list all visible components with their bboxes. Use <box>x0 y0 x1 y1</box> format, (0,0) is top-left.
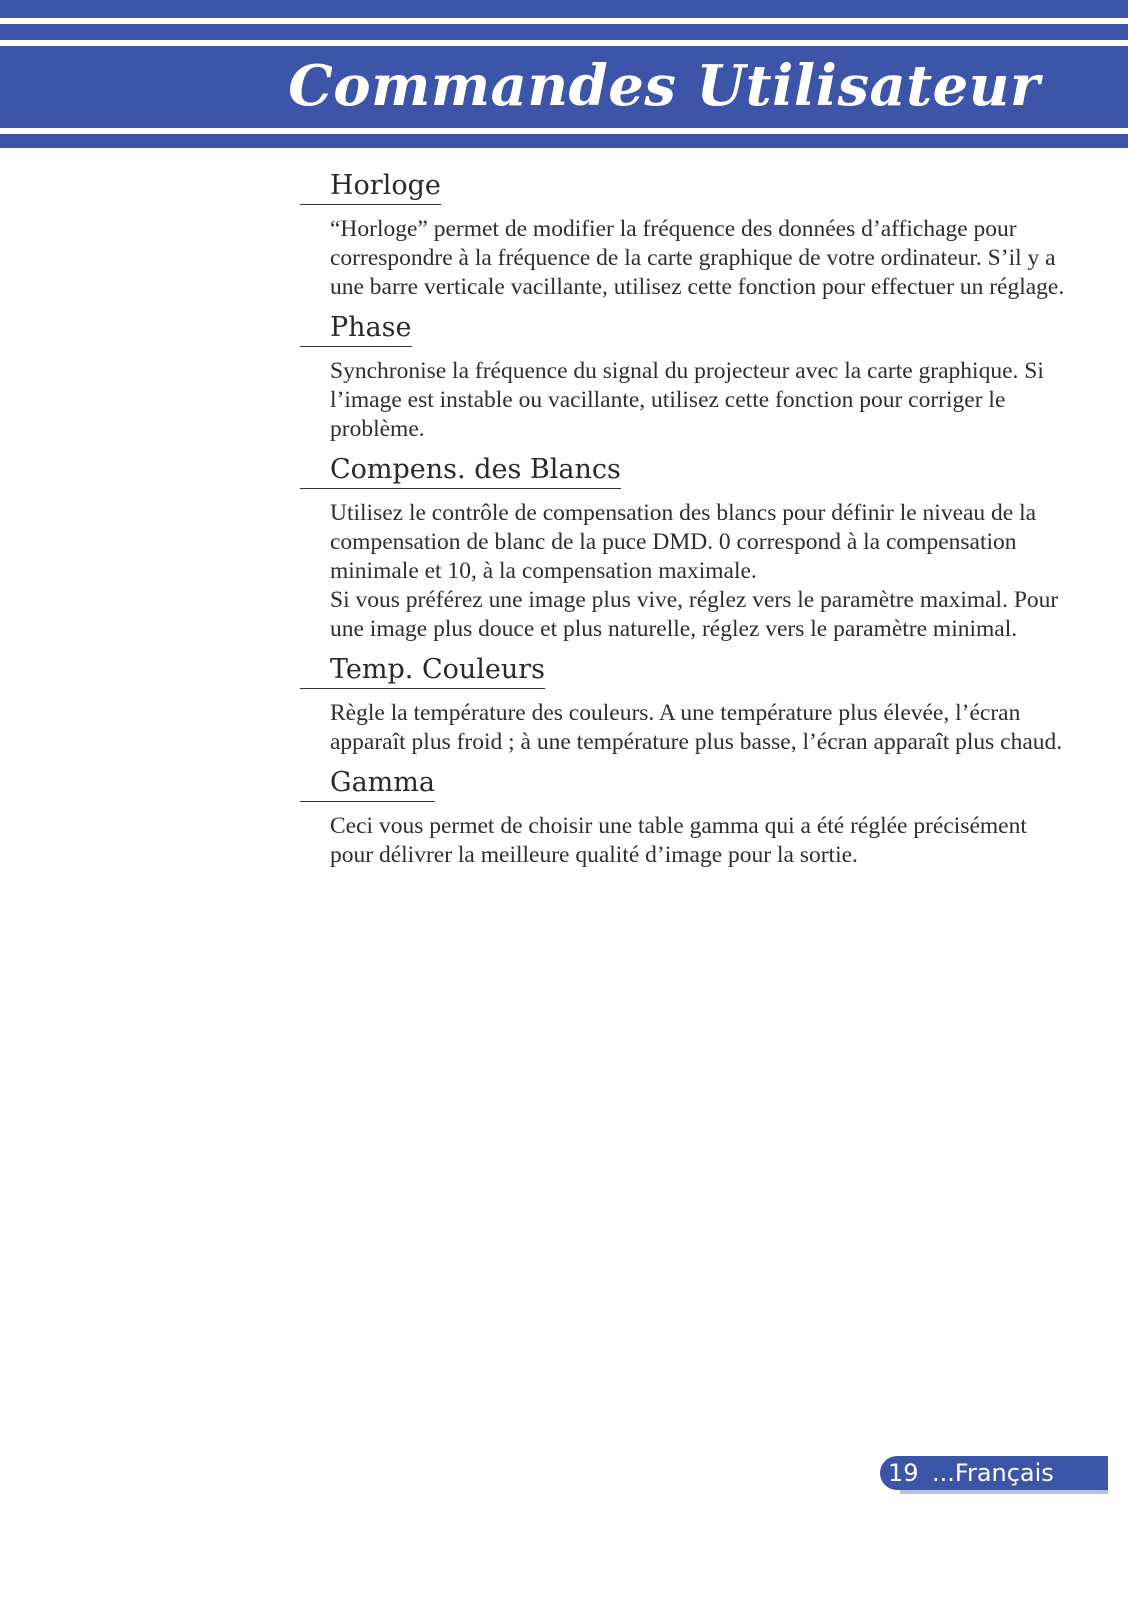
section-body <box>300 499 1070 644</box>
section-body <box>300 357 1070 444</box>
paragraph: Synchronise la fréquence du signal du projecteur avec la carte graphique. Si l’image est instable ou vacillante, utilisez cette fonction pour corriger le problème. <box>330 358 1044 442</box>
section-heading: Phase <box>300 310 412 347</box>
header-stripe-bottom <box>0 134 1128 148</box>
paragraph: Utilisez le contrôle de compensation des blancs pour définir le niveau de la compensation de blanc de la puce DMD. 0 correspond à la compensation minimale et 10, à la compensation maximale. <box>330 500 1037 584</box>
section-heading: Compens. des Blancs <box>300 452 621 489</box>
paragraph: Règle la température des couleurs. A une température plus élevée, l’écran apparaît plus froid ; à une température plus basse, l’écran apparaît plus chaud. <box>330 700 1063 755</box>
section-temp-couleurs <box>300 652 1070 757</box>
section-body <box>300 812 1070 870</box>
paragraph: Ceci vous permet de choisir une table gamma qui a été réglée précisément pour délivrer la meilleure qualité d’image pour la sortie. <box>330 813 1027 868</box>
section-body <box>300 699 1070 757</box>
section-compens-des-blancs <box>300 452 1070 644</box>
section-phase <box>300 310 1070 444</box>
section-horloge <box>300 168 1070 302</box>
section-heading: Horloge <box>300 168 441 205</box>
language-label: ...Français <box>932 1459 1054 1487</box>
header-stripe-top <box>0 0 1128 18</box>
section-heading: Gamma <box>300 765 435 802</box>
section-body <box>300 215 1070 302</box>
page-title: Commandes Utilisateur <box>288 53 1040 119</box>
section-heading: Temp. Couleurs <box>300 652 545 689</box>
header-stripe-upper <box>0 24 1128 40</box>
page-footer-tab <box>880 1456 1108 1490</box>
paragraph: Si vous préférez une image plus vive, réglez vers le paramètre maximal. Pour une image plus douce et plus naturelle, réglez vers le paramètre minimal. <box>330 587 1059 642</box>
footer-tab-shadow <box>900 1490 1108 1494</box>
paragraph: “Horloge” permet de modifier la fréquence des données d’affichage pour correspondre à la fréquence de la carte graphique de votre ordinateur. S’il y a une barre verticale vacillante, utilisez cette fonction pour effectuer un réglage. <box>330 216 1065 300</box>
page-number: 19 <box>888 1459 919 1487</box>
document-content <box>300 168 1070 878</box>
section-gamma <box>300 765 1070 870</box>
